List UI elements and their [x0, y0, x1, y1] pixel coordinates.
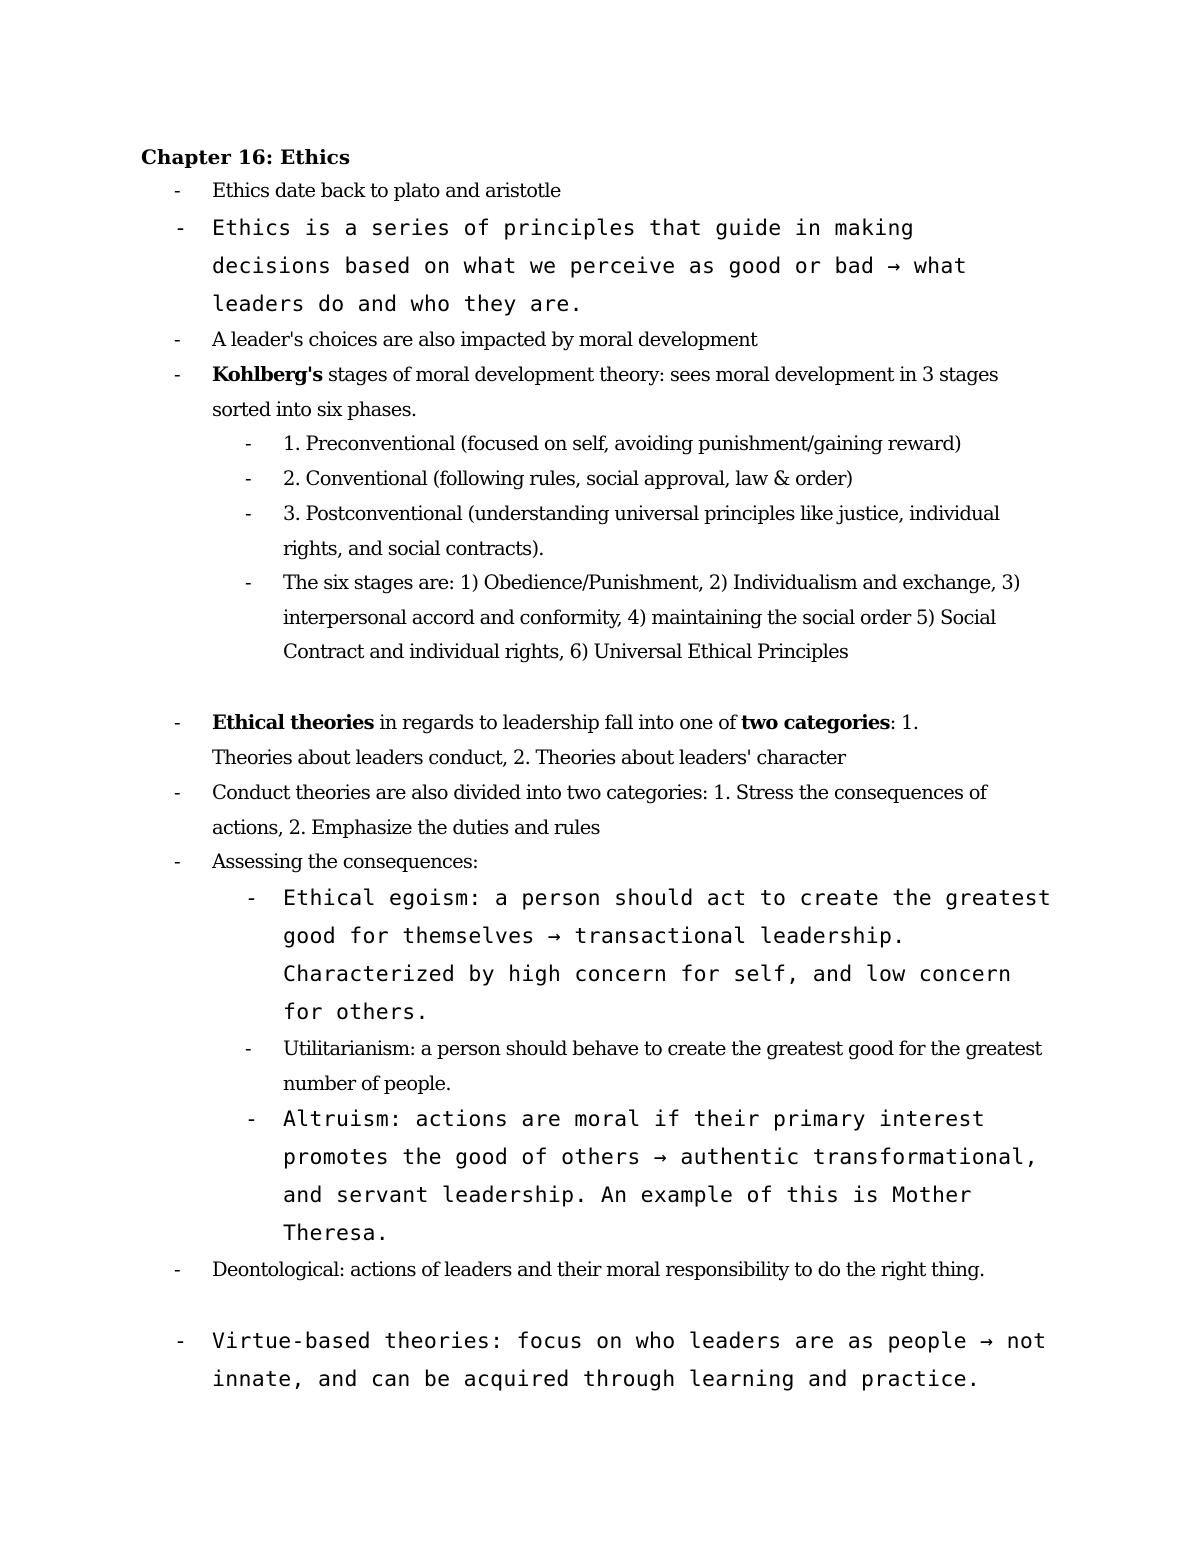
sub-bullet-item: [245, 427, 1083, 462]
bullet-dash: -: [174, 711, 180, 734]
bullet-dash: -: [174, 850, 180, 873]
bullet-dash: -: [174, 216, 188, 241]
bullet-dash: -: [245, 467, 251, 490]
bullet-dash: -: [245, 571, 251, 594]
bullet-text: Ethical egoism: a person should act to create the greatest good for themselves → transactional leadership. Characterized by high concern for self, and low concern for others.: [283, 886, 1052, 1025]
bullet-text: Ethics is a series of principles that guide in making decisions based on what we perceive as good or bad → what leaders do and who they are.: [212, 216, 967, 317]
sub-bullet-item: [245, 497, 1003, 566]
chapter-title: Chapter 16: Ethics: [141, 145, 351, 169]
text-run: in regards to leadership fall into one of: [373, 711, 742, 734]
bullet-text: The six stages are: 1) Obedience/Punishment, 2) Individualism and exchange, 3) interpersonal accord and conformity, 4) maintaining the social order 5) Social Contract and individual rights, 6) Universal Ethical Principles: [283, 571, 1020, 663]
bullet-dash: -: [245, 886, 259, 911]
sub-bullet-item: [245, 1101, 1048, 1253]
bullet-text: Utilitarianism: a person should behave to create the greatest good for the greatest number of people.: [283, 1037, 1042, 1095]
bullet-dash: -: [174, 1329, 188, 1354]
bullet-text: Assessing the consequences:: [212, 850, 478, 873]
bullet-item: [174, 174, 1052, 209]
text-run: : 1. Theories about leaders conduct, 2. Theories about leaders' character: [212, 711, 919, 769]
bullet-item: [174, 706, 992, 775]
bullet-dash: -: [245, 502, 251, 525]
bullet-text: A leader's choices are also impacted by moral development: [212, 328, 758, 351]
bullet-dash: -: [245, 1037, 251, 1060]
bullet-text: 1. Preconventional (focused on self, avoiding punishment/gaining reward): [283, 432, 961, 455]
text-run: stages of moral development theory: sees moral development in 3 stages sorted into six phases.: [212, 363, 999, 421]
bullet-text: 2. Conventional (following rules, social approval, law & order): [283, 467, 853, 490]
bullet-item: [174, 1323, 1052, 1399]
bullet-item: [174, 358, 1012, 427]
bullet-text: [212, 358, 1012, 427]
bullet-text: [212, 706, 992, 775]
bold-term: Kohlberg's: [212, 363, 323, 386]
bullet-text: 3. Postconventional (understanding universal principles like justice, individual rights, and social contracts).: [283, 502, 1000, 560]
bullet-text: Deontological: actions of leaders and their moral responsibility to do the right thing.: [212, 1258, 985, 1281]
bullet-item: [174, 210, 1042, 324]
bullet-item: [174, 323, 1052, 358]
bold-term: Ethical theories: [212, 711, 374, 734]
bullet-dash: -: [174, 1258, 180, 1281]
bullet-text: Altruism: actions are moral if their primary interest promotes the good of others → authentic transformational, and servant leadership. An example of this is Mother Theresa.: [283, 1107, 1038, 1246]
bullet-dash: -: [174, 781, 180, 804]
bullet-item: [174, 845, 1052, 880]
bullet-text: Virtue-based theories: focus on who leaders are as people → not innate, and can be acquired through learning and practice.: [212, 1329, 1047, 1392]
bullet-dash: -: [174, 328, 180, 351]
bullet-dash: -: [245, 1107, 259, 1132]
sub-bullet-item: [245, 880, 1053, 1032]
bullet-item: [174, 776, 1047, 845]
bullet-item: [174, 1253, 1022, 1288]
bold-term: two categories: [741, 711, 890, 734]
bullet-text: Ethics date back to plato and aristotle: [212, 179, 561, 202]
bullet-text: Conduct theories are also divided into two categories: 1. Stress the consequences of actions, 2. Emphasize the duties and rules: [212, 781, 987, 839]
bullet-dash: -: [245, 432, 251, 455]
sub-bullet-item: [245, 1032, 1043, 1101]
sub-bullet-item: [245, 462, 1053, 497]
sub-bullet-item: [245, 566, 1038, 670]
bullet-dash: -: [174, 363, 180, 386]
bullet-dash: -: [174, 179, 180, 202]
